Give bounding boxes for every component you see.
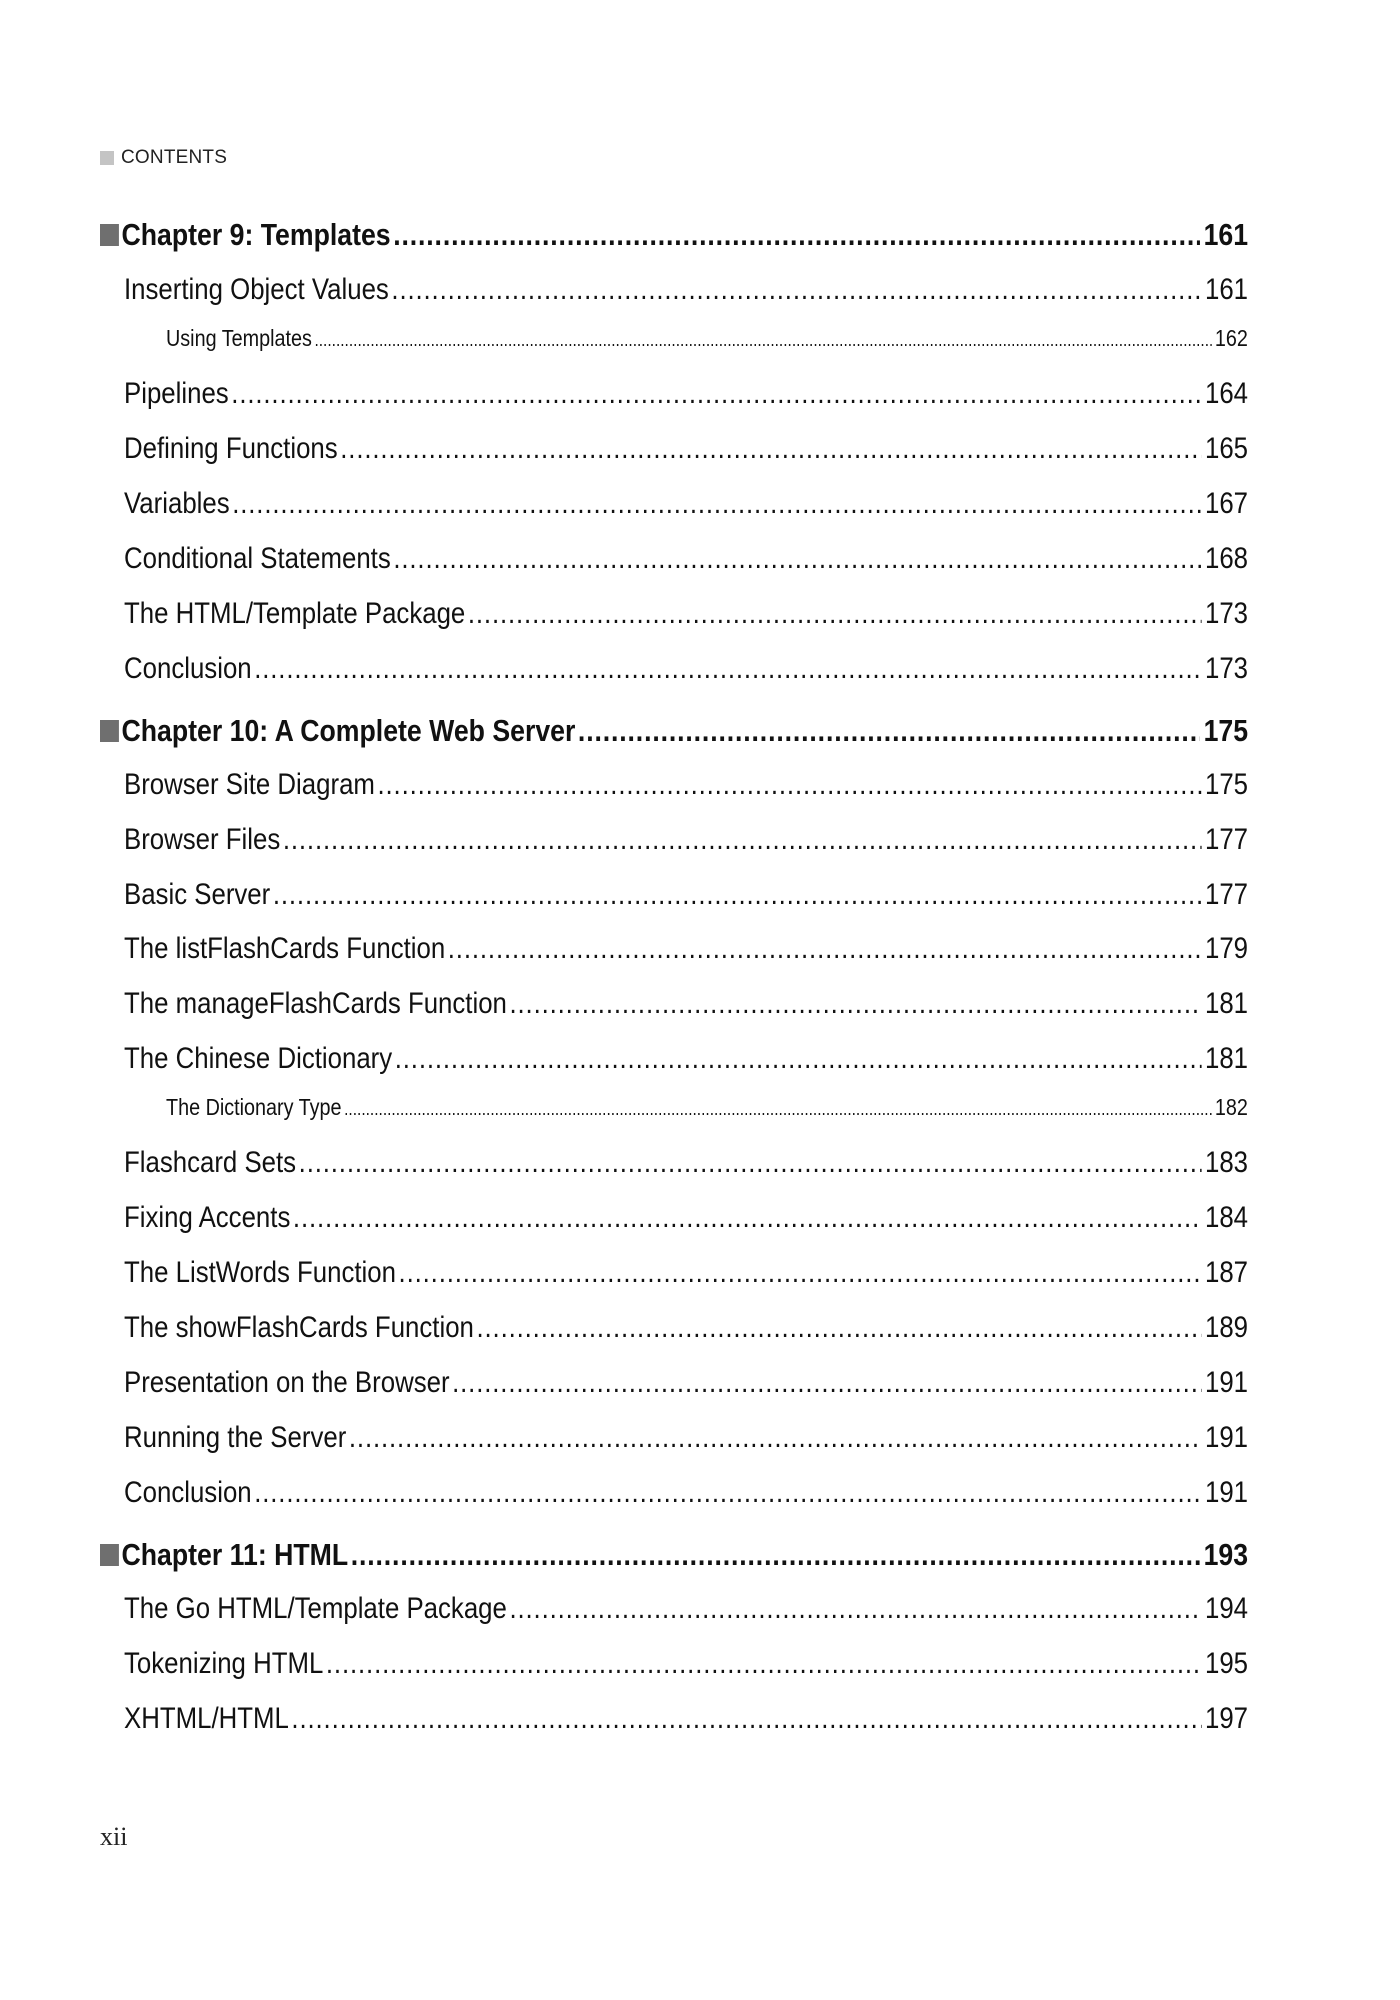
- dot-leader: [351, 1537, 1200, 1573]
- section-title: Browser Site Diagram: [124, 768, 375, 801]
- section-page-number: 164: [1204, 377, 1249, 410]
- page-folio: xii: [100, 1822, 128, 1851]
- section-entry[interactable]: [124, 1042, 1248, 1076]
- dot-leader: [377, 768, 1201, 802]
- section-entry[interactable]: [124, 377, 1248, 411]
- chapter-title: Chapter 10: A Complete Web Server: [121, 713, 576, 748]
- section-title: Conclusion: [124, 652, 252, 685]
- subsection-title: The Dictionary Type: [166, 1094, 342, 1120]
- running-head-square-icon: [100, 151, 114, 165]
- dot-leader: [273, 878, 1202, 912]
- dot-leader: [291, 1702, 1201, 1736]
- dot-leader: [254, 1476, 1201, 1510]
- section-page-number: 187: [1204, 1256, 1249, 1289]
- section-page-number: 161: [1204, 273, 1249, 306]
- subsection-title: Using Templates: [166, 325, 312, 351]
- dot-leader: [299, 1146, 1202, 1180]
- dot-leader: [326, 1647, 1202, 1681]
- dot-leader: [393, 542, 1201, 576]
- section-entry[interactable]: [124, 542, 1248, 576]
- section-entry[interactable]: [124, 987, 1248, 1021]
- section-page-number: 173: [1204, 597, 1249, 630]
- dot-leader: [448, 932, 1202, 966]
- dot-leader: [509, 1592, 1201, 1626]
- section-title: Basic Server: [124, 878, 271, 911]
- chapter-page-number: 193: [1203, 1537, 1249, 1572]
- section-page-number: 191: [1204, 1421, 1249, 1454]
- section-page-number: 167: [1204, 487, 1249, 520]
- section-page-number: 195: [1204, 1647, 1249, 1680]
- section-entry[interactable]: [124, 1702, 1248, 1736]
- section-page-number: 173: [1204, 652, 1249, 685]
- dot-leader: [232, 487, 1201, 521]
- section-title: Defining Functions: [124, 432, 338, 465]
- section-page-number: 168: [1204, 542, 1249, 575]
- section-page-number: 175: [1204, 768, 1249, 801]
- section-page-number: 189: [1204, 1311, 1249, 1344]
- section-entry[interactable]: [124, 1366, 1248, 1400]
- section-entry[interactable]: [124, 1256, 1248, 1290]
- chapter-entry[interactable]: [100, 713, 1248, 749]
- subsection-entry[interactable]: [166, 325, 1248, 352]
- section-entry[interactable]: [124, 878, 1248, 912]
- section-page-number: 179: [1204, 932, 1249, 965]
- section-title: Flashcard Sets: [124, 1146, 297, 1179]
- section-title: The listFlashCards Function: [124, 932, 446, 965]
- section-title: The manageFlashCards Function: [124, 987, 507, 1020]
- subsection-entry[interactable]: [166, 1094, 1248, 1121]
- section-entry[interactable]: [124, 1201, 1248, 1235]
- dot-leader: [391, 273, 1201, 307]
- dot-leader: [476, 1311, 1201, 1345]
- section-page-number: 184: [1204, 1201, 1249, 1234]
- dot-leader: [349, 1421, 1202, 1455]
- section-page-number: 177: [1204, 878, 1249, 911]
- section-entry[interactable]: [124, 1421, 1248, 1455]
- dot-leader: [231, 377, 1201, 411]
- chapter-title: Chapter 9: Templates: [121, 217, 391, 252]
- section-page-number: 181: [1204, 1042, 1249, 1075]
- section-entry[interactable]: [124, 1311, 1248, 1345]
- section-page-number: 191: [1204, 1366, 1249, 1399]
- chapter-marker-square-icon: [100, 224, 119, 246]
- section-title: Variables: [124, 487, 230, 520]
- chapter-marker-square-icon: [100, 720, 119, 742]
- section-entry[interactable]: [124, 823, 1248, 857]
- dot-leader: [399, 1256, 1202, 1290]
- section-entry[interactable]: [124, 432, 1248, 466]
- chapter-page-number: 161: [1203, 217, 1249, 252]
- section-entry[interactable]: [124, 597, 1248, 631]
- section-entry[interactable]: [124, 1476, 1248, 1510]
- section-entry[interactable]: [124, 932, 1248, 966]
- section-entry[interactable]: [124, 1146, 1248, 1180]
- running-head: [100, 147, 227, 169]
- dot-leader: [314, 330, 1211, 351]
- section-title: Conditional Statements: [124, 542, 391, 575]
- section-title: The Chinese Dictionary: [124, 1042, 393, 1075]
- dot-leader: [468, 597, 1202, 631]
- section-page-number: 194: [1204, 1592, 1249, 1625]
- section-entry[interactable]: [124, 1592, 1248, 1626]
- dot-leader: [578, 713, 1200, 749]
- chapter-entry[interactable]: [100, 1537, 1248, 1573]
- dot-leader: [254, 652, 1201, 686]
- section-title: The ListWords Function: [124, 1256, 396, 1289]
- dot-leader: [509, 987, 1201, 1021]
- section-page-number: 191: [1204, 1476, 1249, 1509]
- dot-leader: [344, 1099, 1211, 1120]
- section-title: The showFlashCards Function: [124, 1311, 474, 1344]
- subsection-page-number: 162: [1214, 325, 1248, 351]
- chapter-entry[interactable]: [100, 217, 1248, 253]
- section-title: Fixing Accents: [124, 1201, 291, 1234]
- dot-leader: [283, 823, 1202, 857]
- section-page-number: 165: [1204, 432, 1249, 465]
- section-title: The Go HTML/Template Package: [124, 1592, 507, 1625]
- dot-leader: [293, 1201, 1202, 1235]
- section-title: Presentation on the Browser: [124, 1366, 450, 1399]
- section-title: Inserting Object Values: [124, 273, 389, 306]
- section-page-number: 183: [1204, 1146, 1249, 1179]
- section-entry[interactable]: [124, 652, 1248, 686]
- chapter-page-number: 175: [1203, 713, 1249, 748]
- dot-leader: [340, 432, 1201, 466]
- section-page-number: 197: [1204, 1702, 1249, 1735]
- section-title: Tokenizing HTML: [124, 1647, 324, 1680]
- section-page-number: 177: [1204, 823, 1249, 856]
- section-title: Browser Files: [124, 823, 281, 856]
- chapter-title: Chapter 11: HTML: [121, 1537, 349, 1572]
- dot-leader: [395, 1042, 1202, 1076]
- section-page-number: 181: [1204, 987, 1249, 1020]
- running-head-label: CONTENTS: [121, 147, 228, 168]
- section-entry[interactable]: [124, 768, 1248, 802]
- section-title: Pipelines: [124, 377, 229, 410]
- section-title: The HTML/Template Package: [124, 597, 466, 630]
- section-entry[interactable]: [124, 1647, 1248, 1681]
- dot-leader: [393, 217, 1200, 253]
- section-entry[interactable]: [124, 487, 1248, 521]
- section-title: XHTML/HTML: [124, 1702, 289, 1735]
- section-entry[interactable]: [124, 273, 1248, 307]
- section-title: Conclusion: [124, 1476, 252, 1509]
- chapter-marker-square-icon: [100, 1544, 119, 1566]
- subsection-page-number: 182: [1214, 1094, 1248, 1120]
- dot-leader: [452, 1366, 1201, 1400]
- section-title: Running the Server: [124, 1421, 347, 1454]
